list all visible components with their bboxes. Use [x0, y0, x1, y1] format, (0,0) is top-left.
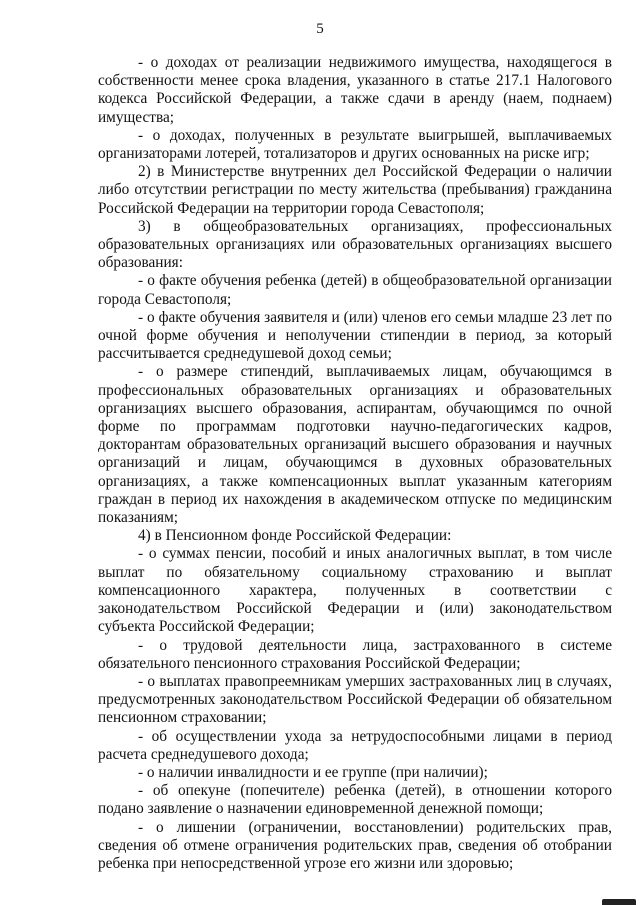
paragraph-successor-payments: - о выплатах правопреемникам умерших застрахованных лиц в случаях, предусмотренных законодательством Российской Федерации об обязательном пенсионном страховании;: [98, 672, 612, 727]
document-body: [98, 54, 612, 873]
page-number: 5: [316, 21, 324, 37]
paragraph-pension-fund: 4) в Пенсионном фонде Российской Федерации:: [138, 527, 452, 545]
paragraph-care-for-disabled: - об осуществлении ухода за нетрудоспособными лицами в период расчета среднедушевого дохода;: [98, 727, 612, 763]
paragraph-disability: - о наличии инвалидности и ее группе (при наличии);: [138, 763, 488, 781]
paragraph-labor-activity: - о трудовой деятельности лица, застрахованного в системе обязательного пенсионного страхования Российской Федерации;: [98, 636, 612, 672]
paragraph-guardian: - об опекуне (попечителе) ребенка (детей), в отношении которого подано заявление о назначении единовременной денежной помощи;: [98, 782, 612, 818]
paragraph-property-income: - о доходах от реализации недвижимого имущества, находящегося в собственности менее срока владения, указанного в статье 217.1 Налогового кодекса Российской Федерации, а также сдачи в аренду (наем, поднаем) имущества;: [98, 54, 612, 126]
paragraph-parental-rights: - о лишении (ограничении, восстановлении) родительских прав, сведения об отмене ограничения родительских прав, сведения об отобрании ребенка при непосредственной угрозе его жизни или здоровью;: [98, 818, 612, 872]
paragraph-fulltime-study: - о факте обучения заявителя и (или) членов его семьи младше 23 лет по очной форме обучения и неполучении стипендии в период, за который рассчитывается среднедушевой доход семьи;: [98, 308, 612, 363]
paragraph-stipends: - о размере стипендий, выплачиваемых лицам, обучающимся в профессиональных образовательных организациях и образовательных организациях высшего образования, аспирантам, обучающимся по очной форме по программам подготовки научно-педагогических кадров, докторантам образовательных организаций высшего образования и научных организаций и лицам, обучающимся в духовных образовательных организациях, а также компенсационных выплат указанным категориям граждан в период их нахождения в академическом отпуске по медицинским показаниям;: [98, 363, 612, 527]
scan-edge-mark: [602, 899, 636, 905]
paragraph-lottery-income: - о доходах, полученных в результате выигрышей, выплачиваемых организаторами лотерей, тотализаторов и других основанных на риске игр;: [98, 126, 612, 163]
paragraph-educational-orgs: 3) в общеобразовательных организациях, профессиональных образовательных организациях или образовательных организациях высшего образования:: [98, 217, 612, 272]
paragraph-child-schooling: - о факте обучения ребенка (детей) в общеобразовательной организации города Севастополя;: [98, 272, 612, 308]
paragraph-pension-sums: - о суммах пенсии, пособий и иных аналогичных выплат, в том числе выплат по обязательному социальному страхованию и выплат компенсационного характера, полученных в соответствии с законодательством Российской Федерации и (или) законодательством субъекта Российской Федерации;: [98, 545, 612, 636]
paragraph-interior-ministry: 2) в Министерстве внутренних дел Российской Федерации о наличии либо отсутствии регистрации по месту жительства (пребывания) гражданина Российской Федерации на территории города Севастополя;: [98, 163, 612, 217]
